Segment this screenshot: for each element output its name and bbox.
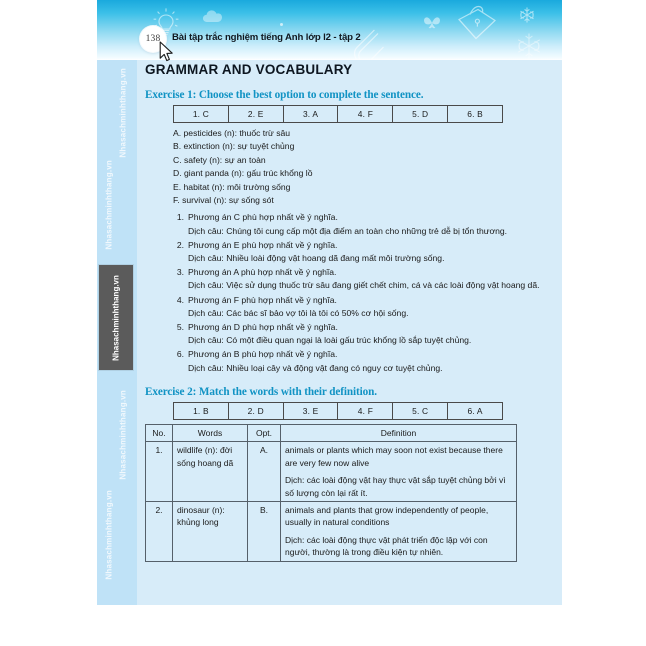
explanation-line: Phương án B phù hợp nhất về ý nghĩa. — [188, 349, 338, 360]
snowflake-large-icon — [515, 32, 543, 60]
list-item — [171, 266, 549, 292]
exercise-2-heading: Exercise 2: Match the words with their definition. — [145, 385, 377, 398]
page-content — [145, 62, 549, 562]
list-item — [171, 211, 549, 237]
answer-cell: 4. F — [338, 402, 393, 419]
row-definition — [281, 442, 517, 502]
definition-translation: Dịch: các loài động vật hay thực vật sắp tuyệt chủng bởi vì số lượng còn lại rất ít. — [285, 475, 506, 498]
column-header-opt: Opt. — [248, 424, 281, 441]
column-header-words: Words — [173, 424, 248, 441]
definition-text: animals or plants which may soon not exist because there are very few now alive — [285, 445, 503, 468]
explanation-translation: Dịch câu: Nhiều loại cây và động vật đang có nguy cơ tuyệt chủng. — [188, 362, 443, 373]
exercise-1-explanations — [145, 211, 549, 374]
explanation-translation: Dịch câu: Các bác sĩ bảo vợ tôi là tôi có 50% cơ hội sống. — [188, 307, 409, 318]
exercise-2-answer-strip — [173, 402, 503, 420]
explanation-line: Phương án E phù hợp nhất về ý nghĩa. — [188, 239, 338, 250]
table-row — [146, 501, 517, 561]
answer-cell: 6. A — [448, 402, 503, 419]
answer-cell: 6. B — [448, 106, 503, 123]
definition-translation: Dịch: các loài động thực vật phát triển độc lập với con người, thường là trong điều kiện tự nhiên. — [285, 534, 488, 558]
answer-cell: 3. E — [283, 402, 338, 419]
row-definition — [281, 501, 517, 561]
row-number: 1. — [146, 442, 173, 502]
list-item — [171, 348, 549, 374]
explanation-line: Phương án A phù hợp nhất về ý nghĩa. — [188, 267, 337, 278]
butterfly-icon — [422, 14, 442, 32]
dot-icon — [280, 23, 283, 26]
snowflake-icon — [518, 6, 536, 24]
watermark-highlight-text: Nhasachminhthang.vn — [111, 274, 121, 361]
list-item — [171, 321, 549, 347]
explanation-translation: Dịch câu: Chúng tôi cung cấp một địa điểm an toàn cho những trẻ dễ bị tổn thương. — [188, 225, 508, 236]
row-number: 2. — [146, 501, 173, 561]
answer-cell: 1. B — [174, 402, 229, 419]
list-item — [171, 239, 549, 265]
watermark-text: Nhasachminhthang.vn — [104, 160, 114, 250]
row-word: dinosaur (n): khủng long — [173, 501, 248, 561]
exercise-1-answer-strip — [173, 105, 503, 123]
explanation-translation: Dịch câu: Việc sử dụng thuốc trừ sâu đang giết chết chim, cá và các loài động vật hoang dã. — [188, 280, 540, 291]
definition-text: animals and plants that grow independently of people, usually in natural conditions — [285, 504, 489, 528]
explanation-line: Phương án F phù hợp nhất về ý nghĩa. — [188, 294, 337, 305]
mouse-cursor — [159, 41, 175, 63]
watermark-text: Nhasachminhthang.vn — [118, 390, 128, 480]
list-item: D. giant panda (n): gấu trúc khổng lồ — [173, 168, 313, 179]
page-title: GRAMMAR AND VOCABULARY — [145, 62, 353, 77]
column-header-no: No. — [146, 424, 173, 441]
watermark-text: Nhasachminhthang.vn — [118, 68, 128, 158]
watermark-text: Nhasachminhthang.vn — [104, 490, 114, 580]
explanation-translation: Dịch câu: Nhiều loài động vật hoang dã đang mất môi trường sống. — [188, 253, 445, 264]
answer-cell: 4. F — [338, 106, 393, 123]
list-item: F. survival (n): sự sống sót — [173, 195, 274, 206]
list-item: E. habitat (n): môi trường sống — [173, 181, 291, 192]
page-number-badge: 138 — [140, 26, 166, 52]
explanation-line: Phương án C phù hợp nhất về ý nghĩa. — [188, 212, 338, 223]
cloud-icon — [201, 6, 227, 28]
briefcase-icon — [453, 3, 501, 45]
list-item: C. safety (n): sự an toàn — [173, 154, 266, 165]
answer-cell: 3. A — [283, 106, 338, 123]
row-word: wildlife (n): đời sống hoang dã — [173, 442, 248, 502]
table-row — [146, 442, 517, 502]
row-option: B. — [248, 501, 281, 561]
table-header-row — [146, 424, 517, 441]
row-option: A. — [248, 442, 281, 502]
column-header-definition: Definition — [281, 424, 517, 441]
book-title: Bài tập trắc nghiệm tiếng Anh lớp l2 - tập 2 — [172, 32, 361, 43]
answer-cell: 2. E — [228, 106, 283, 123]
explanation-line: Phương án D phù hợp nhất về ý nghĩa. — [188, 322, 338, 333]
answer-cell: 2. D — [228, 402, 283, 419]
book-page — [97, 0, 562, 605]
answer-cell: 5. C — [393, 402, 448, 419]
table-row — [174, 106, 503, 123]
table-row — [174, 402, 503, 419]
list-item: B. extinction (n): sự tuyệt chủng — [173, 141, 295, 152]
exercise-1-vocab-list — [145, 127, 549, 207]
exercise-2-definition-table — [145, 424, 517, 562]
exercise-1-heading: Exercise 1: Choose the best option to complete the sentence. — [145, 89, 424, 101]
list-item: A. pesticides (n): thuốc trừ sâu — [173, 128, 291, 138]
answer-cell: 1. C — [174, 106, 229, 123]
answer-cell: 5. D — [393, 106, 448, 123]
watermark-highlight-box — [99, 265, 133, 370]
list-item — [171, 294, 549, 320]
watermark-rail — [97, 60, 137, 605]
explanation-translation: Dịch câu: Có một điều quan ngại là loài gấu trúc khổng lồ sắp tuyệt chủng. — [188, 335, 472, 346]
